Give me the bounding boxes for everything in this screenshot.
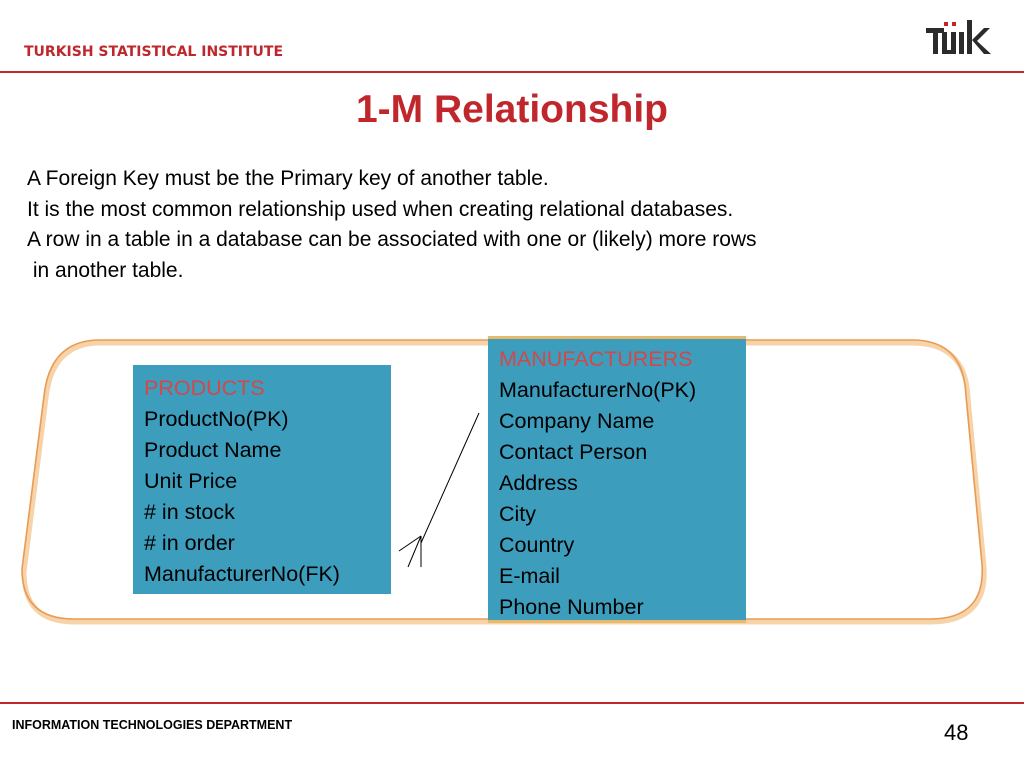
footer-department: INFORMATION TECHNOLOGIES DEPARTMENT [12,718,293,732]
manufacturers-table [488,336,746,623]
slide-title: 1-M Relationship [355,88,669,131]
products-table [133,365,391,594]
manufacturers-field: Phone Number [499,595,644,619]
page-number: 48 [944,720,969,745]
manufacturers-table-name: MANUFACTURERS [499,347,693,371]
manufacturers-field: E-mail [499,564,560,588]
products-field: # in stock [144,500,235,524]
products-field: ManufacturerNo(FK) [144,562,340,586]
manufacturers-field: Country [499,533,575,557]
products-field: ProductNo(PK) [144,407,289,431]
products-field: Unit Price [144,469,238,493]
body-line: A row in a table in a database can be associated with one or (likely) more rows [27,228,757,251]
manufacturers-field: Address [499,471,578,495]
body-line: in another table. [27,258,184,282]
relationship-line [421,413,479,543]
manufacturers-field: City [499,502,537,526]
products-field: # in order [144,531,235,555]
manufacturers-field: ManufacturerNo(PK) [499,378,697,402]
body-line: It is the most common relationship used when creating relational databases. [27,197,734,221]
products-table-name: PRODUCTS [144,376,265,400]
manufacturers-field: Contact Person [499,440,648,464]
products-field: Product Name [144,438,282,462]
organization-name: TURKISH STATISTICAL INSTITUTE [24,44,284,60]
manufacturers-field: Company Name [499,409,655,433]
body-line: A Foreign Key must be the Primary key of another table. [27,167,549,190]
footer-rule [0,702,1024,704]
